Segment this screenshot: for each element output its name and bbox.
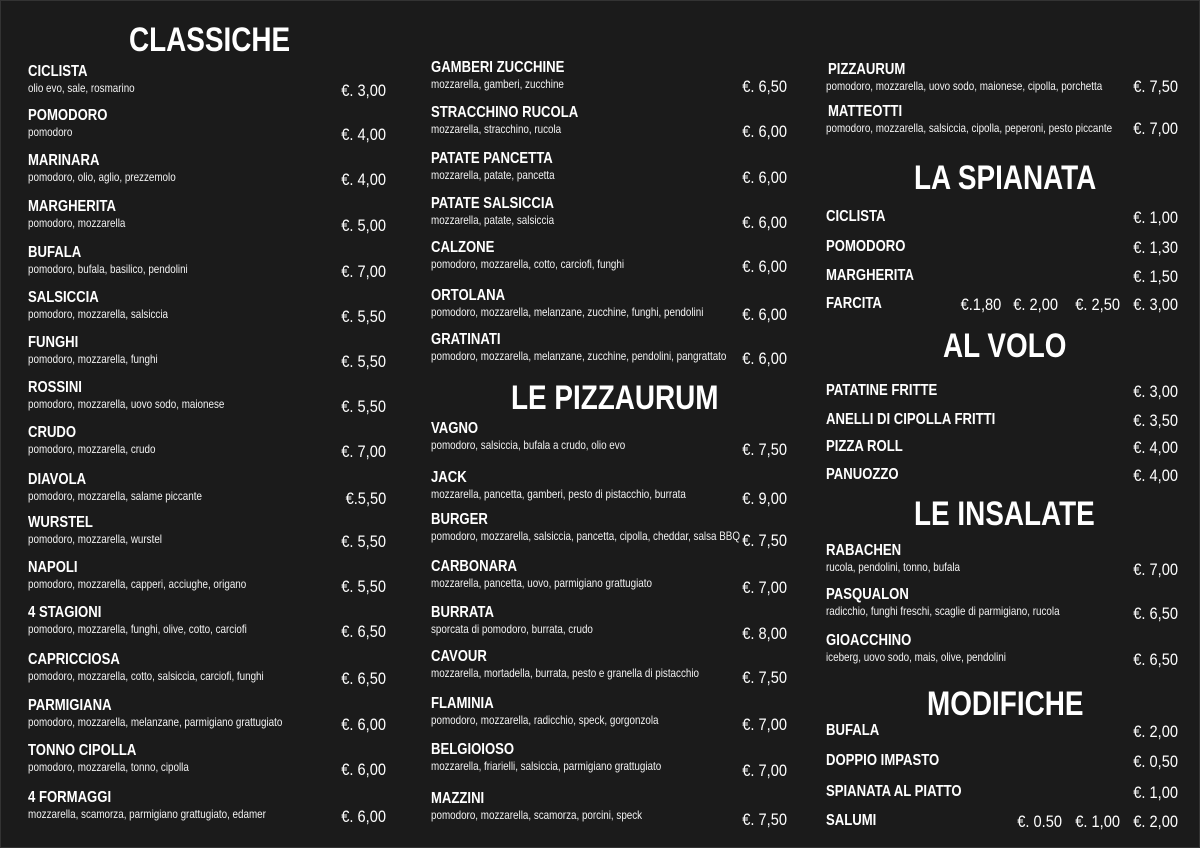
item-description: pomodoro, olio, aglio, prezzemolo xyxy=(28,170,176,184)
item-description: pomodoro, mozzarella, salsiccia, pancetta, cipolla, cheddar, salsa BBQ xyxy=(431,529,741,543)
item-description: mozzarella, pancetta, gamberi, pesto di pistacchio, burrata xyxy=(431,487,686,501)
alvolo-heading: AL VOLO xyxy=(943,327,1067,365)
menu-item-ciclista xyxy=(826,208,1178,226)
item-name: CAVOUR xyxy=(431,648,487,665)
item-description: olio evo, sale, rosmarino xyxy=(28,81,135,95)
menu-item-rossini xyxy=(28,379,386,416)
item-price-option: €. 1,00 xyxy=(1075,812,1120,831)
menu-item-patate-salsiccia xyxy=(431,195,787,232)
item-price: €. 6,00 xyxy=(742,168,787,187)
item-description: pomodoro, mozzarella, cotto, salsiccia, carciofi, funghi xyxy=(28,669,264,683)
modifiche-heading: MODIFICHE xyxy=(927,685,1084,723)
item-description: mozzarella, friarielli, salsiccia, parmigiano grattugiato xyxy=(431,759,662,773)
insalate-heading: LE INSALATE xyxy=(914,495,1095,533)
menu-item-4-stagioni xyxy=(28,604,386,641)
item-name: CRUDO xyxy=(28,424,77,441)
item-name: POMODORO xyxy=(826,238,906,255)
item-description: pomodoro, mozzarella, salame piccante xyxy=(28,489,202,503)
item-name: PATATE PANCETTA xyxy=(431,150,553,167)
menu-item-pizzaurum xyxy=(826,61,1178,96)
menu-item-vagno xyxy=(431,420,787,459)
item-name: PATATE SALSICCIA xyxy=(431,195,554,212)
menu-item-patatine-fritte xyxy=(826,382,1178,400)
item-name: MAZZINI xyxy=(431,790,485,807)
item-price: €. 7,00 xyxy=(1133,119,1178,138)
spianata-heading: LA SPIANATA xyxy=(914,159,1097,197)
menu-item-salsiccia xyxy=(28,289,386,326)
classiche-heading: CLASSICHE xyxy=(129,21,291,59)
item-description: pomodoro, mozzarella, cotto, carciofi, funghi xyxy=(431,257,625,271)
item-description: pomodoro, mozzarella, melanzane, zucchine, pendolini, pangrattato xyxy=(431,349,727,363)
item-name: 4 STAGIONI xyxy=(28,604,102,621)
item-price: €. 2,00 xyxy=(1133,722,1178,741)
menu-item-panuozzo xyxy=(826,466,1178,484)
item-description: pomodoro, mozzarella, wurstel xyxy=(28,532,162,546)
item-description: pomodoro, mozzarella, uovo sodo, maionese, cipolla, porchetta xyxy=(826,79,1103,93)
item-name: MARGHERITA xyxy=(826,267,914,284)
item-name: ANELLI DI CIPOLLA FRITTI xyxy=(826,411,996,428)
item-name: FLAMINIA xyxy=(431,695,494,712)
menu-item-belgioioso xyxy=(431,741,787,780)
item-description: mozzarella, stracchino, rucola xyxy=(431,122,562,136)
menu-item-anelli-di-cipolla-fritti xyxy=(826,411,1178,429)
menu-item-cavour xyxy=(431,648,787,687)
item-price: €. 4,00 xyxy=(1133,438,1178,457)
item-name: NAPOLI xyxy=(28,559,78,576)
item-name: CICLISTA xyxy=(826,208,886,225)
menu-item-napoli xyxy=(28,559,386,596)
item-price: €. 1,30 xyxy=(1133,238,1178,257)
item-price: €. 7,50 xyxy=(742,810,787,829)
item-price-option: €. 0.50 xyxy=(1017,812,1062,831)
item-name: DIAVOLA xyxy=(28,471,87,488)
item-description: iceberg, uovo sodo, mais, olive, pendolini xyxy=(826,650,1006,664)
item-name: SPIANATA AL PIATTO xyxy=(826,783,962,800)
item-name: MARGHERITA xyxy=(28,198,116,215)
item-price: €. 7,00 xyxy=(742,715,787,734)
item-name: DOPPIO IMPASTO xyxy=(826,752,940,769)
item-description: pomodoro, mozzarella, crudo xyxy=(28,442,156,456)
menu-item-bufala xyxy=(28,244,386,281)
menu-item-carbonara xyxy=(431,558,787,597)
item-description: pomodoro, mozzarella, capperi, acciughe, origano xyxy=(28,577,247,591)
item-price: €. 4,00 xyxy=(1133,466,1178,485)
item-name: STRACCHINO RUCOLA xyxy=(431,104,579,121)
item-name: PASQUALON xyxy=(826,586,909,603)
item-name: 4 FORMAGGI xyxy=(28,789,112,806)
item-description: mozzarella, pancetta, uovo, parmigiano grattugiato xyxy=(431,576,652,590)
item-price: €. 7,00 xyxy=(742,578,787,597)
item-name: PANUOZZO xyxy=(826,466,899,483)
item-price: €. 1,50 xyxy=(1133,267,1178,286)
menu-item-marinara xyxy=(28,152,386,189)
item-price: €. 3,50 xyxy=(1133,411,1178,430)
item-name: SALUMI xyxy=(826,812,877,829)
menu-item-crudo xyxy=(28,424,386,461)
item-price: €. 6,00 xyxy=(341,760,386,779)
item-name: CALZONE xyxy=(431,239,495,256)
item-price: €. 4,00 xyxy=(341,170,386,189)
item-name: BURRATA xyxy=(431,604,494,621)
item-description: pomodoro, mozzarella, funghi, olive, cotto, carciofi xyxy=(28,622,247,636)
item-price: €. 7,50 xyxy=(742,668,787,687)
item-name: ORTOLANA xyxy=(431,287,506,304)
menu-item-calzone xyxy=(431,239,787,276)
item-name: RABACHEN xyxy=(826,542,902,559)
item-price: €. 2,00 xyxy=(1133,812,1178,831)
item-price: €. 3,00 xyxy=(341,81,386,100)
menu-item-margherita xyxy=(28,198,386,235)
item-description: pomodoro, mozzarella, uovo sodo, maionese xyxy=(28,397,225,411)
item-price: €. 6,00 xyxy=(742,213,787,232)
item-price: €. 5,50 xyxy=(341,352,386,371)
menu-item-tonno-cipolla xyxy=(28,742,386,779)
menu-item-rabachen xyxy=(826,542,1178,579)
menu-item-wurstel xyxy=(28,514,386,551)
item-price: €. 6,50 xyxy=(1133,604,1178,623)
item-name: POMODORO xyxy=(28,107,108,124)
item-name: GAMBERI ZUCCHINE xyxy=(431,59,565,76)
menu-item-ciclista xyxy=(28,63,386,100)
item-description: pomodoro, mozzarella, melanzane, zucchine, funghi, pendolini xyxy=(431,305,704,319)
item-price: €. 5,50 xyxy=(341,397,386,416)
item-price: €. 6,50 xyxy=(341,622,386,641)
item-name: BURGER xyxy=(431,511,488,528)
menu-item-capricciosa xyxy=(28,651,386,688)
menu-item-mazzini xyxy=(431,790,787,829)
menu-item-burger xyxy=(431,511,787,550)
item-name: WURSTEL xyxy=(28,514,93,531)
item-name: PARMIGIANA xyxy=(28,697,112,714)
item-name: PIZZA ROLL xyxy=(826,438,903,455)
item-price: €. 7,00 xyxy=(1133,560,1178,579)
item-price: €. 6,00 xyxy=(742,305,787,324)
item-name: FARCITA xyxy=(826,295,882,312)
item-price-option: €. 2,50 xyxy=(1075,295,1120,314)
item-name: BELGIOIOSO xyxy=(431,741,515,758)
menu-item-flaminia xyxy=(431,695,787,734)
item-name: MARINARA xyxy=(28,152,100,169)
item-price: €. 1,00 xyxy=(1133,208,1178,227)
item-price-option: €. 2,00 xyxy=(1013,295,1058,314)
item-description: radicchio, funghi freschi, scaglie di parmigiano, rucola xyxy=(826,604,1060,618)
menu-item-salumi xyxy=(826,812,1178,830)
menu-item-doppio-impasto xyxy=(826,752,1178,770)
item-description: pomodoro, mozzarella, tonno, cipolla xyxy=(28,760,189,774)
item-description: mozzarella, gamberi, zucchine xyxy=(431,77,564,91)
item-price: €. 1,00 xyxy=(1133,783,1178,802)
menu-item-matteotti xyxy=(826,103,1178,138)
item-description: sporcata di pomodoro, burrata, crudo xyxy=(431,622,593,636)
item-price: €. 6,00 xyxy=(742,122,787,141)
item-description: mozzarella, mortadella, burrata, pesto e granella di pistacchio xyxy=(431,666,700,680)
menu-item-pomodoro xyxy=(28,107,386,144)
item-description: mozzarella, scamorza, parmigiano grattugiato, edamer xyxy=(28,807,266,821)
menu-item-ortolana xyxy=(431,287,787,324)
item-description: pomodoro, mozzarella xyxy=(28,216,126,230)
item-name: TONNO CIPOLLA xyxy=(28,742,137,759)
item-price: €.5,50 xyxy=(345,489,386,508)
item-name: FUNGHI xyxy=(28,334,79,351)
item-price: €. 7,50 xyxy=(742,531,787,550)
item-price: €. 4,00 xyxy=(341,125,386,144)
menu-item-jack xyxy=(431,469,787,508)
item-price: €. 3,00 xyxy=(1133,295,1178,314)
menu-item-pasqualon xyxy=(826,586,1178,623)
item-name: JACK xyxy=(431,469,467,486)
menu-item-gratinati xyxy=(431,331,787,368)
item-price: €. 7,00 xyxy=(341,442,386,461)
item-price: €. 6,00 xyxy=(742,349,787,368)
item-price: €. 6,00 xyxy=(742,257,787,276)
item-name: CARBONARA xyxy=(431,558,518,575)
item-price: €. 9,00 xyxy=(742,489,787,508)
item-price: €. 7,50 xyxy=(742,440,787,459)
item-price: €. 5,50 xyxy=(341,307,386,326)
item-price: €. 5,50 xyxy=(341,577,386,596)
item-price: €. 7,00 xyxy=(341,262,386,281)
menu-item-patate-pancetta xyxy=(431,150,787,187)
item-description: pomodoro, mozzarella, salsiccia, cipolla, peperoni, pesto piccante xyxy=(826,121,1113,135)
item-price: €. 6,50 xyxy=(1133,650,1178,669)
item-price-option: €.1,80 xyxy=(960,295,1001,314)
item-name: SALSICCIA xyxy=(28,289,99,306)
item-description: pomodoro, mozzarella, scamorza, porcini, speck xyxy=(431,808,643,822)
menu-item-pomodoro xyxy=(826,238,1178,256)
item-description: pomodoro, mozzarella, funghi xyxy=(28,352,158,366)
item-description: mozzarella, patate, salsiccia xyxy=(431,213,555,227)
menu-item-burrata xyxy=(431,604,787,643)
menu-item-bufala xyxy=(826,722,1178,740)
item-price: €. 0,50 xyxy=(1133,752,1178,771)
item-price: €. 6,50 xyxy=(341,669,386,688)
menu-item-farcita xyxy=(826,295,1178,313)
item-description: pomodoro, mozzarella, salsiccia xyxy=(28,307,169,321)
item-description: pomodoro, salsiccia, bufala a crudo, olio evo xyxy=(431,438,626,452)
menu-item-parmigiana xyxy=(28,697,386,734)
menu-item-funghi xyxy=(28,334,386,371)
item-name: PIZZAURUM xyxy=(828,61,906,78)
item-name: BUFALA xyxy=(28,244,82,261)
item-name: BUFALA xyxy=(826,722,880,739)
menu-item-gioacchino xyxy=(826,632,1178,669)
menu-item-diavola xyxy=(28,471,386,508)
item-description: mozzarella, patate, pancetta xyxy=(431,168,555,182)
item-description: pomodoro, bufala, basilico, pendolini xyxy=(28,262,188,276)
item-price: €. 5,50 xyxy=(341,532,386,551)
item-price: €. 6,00 xyxy=(341,807,386,826)
item-price: €. 6,50 xyxy=(742,77,787,96)
item-price: €. 6,00 xyxy=(341,715,386,734)
item-name: GIOACCHINO xyxy=(826,632,912,649)
item-name: CICLISTA xyxy=(28,63,88,80)
item-name: VAGNO xyxy=(431,420,479,437)
item-price: €. 5,00 xyxy=(341,216,386,235)
item-name: PATATINE FRITTE xyxy=(826,382,938,399)
item-name: MATTEOTTI xyxy=(828,103,903,120)
menu-item-stracchino-rucola xyxy=(431,104,787,141)
menu-item-4-formaggi xyxy=(28,789,386,826)
menu-item-margherita xyxy=(826,267,1178,285)
menu-item-pizza-roll xyxy=(826,438,1178,456)
item-description: pomodoro, mozzarella, radicchio, speck, gorgonzola xyxy=(431,713,659,727)
item-description: rucola, pendolini, tonno, bufala xyxy=(826,560,961,574)
item-name: CAPRICCIOSA xyxy=(28,651,120,668)
menu-item-spianata-al-piatto xyxy=(826,783,1178,801)
item-description: pomodoro xyxy=(28,125,73,139)
item-price: €. 8,00 xyxy=(742,624,787,643)
item-price: €. 3,00 xyxy=(1133,382,1178,401)
item-name: GRATINATI xyxy=(431,331,501,348)
pizzaurum-heading: LE PIZZAURUM xyxy=(511,379,719,417)
item-name: ROSSINI xyxy=(28,379,82,396)
item-price: €. 7,50 xyxy=(1133,77,1178,96)
item-description: pomodoro, mozzarella, melanzane, parmigiano grattugiato xyxy=(28,715,283,729)
menu-item-gamberi-zucchine xyxy=(431,59,787,96)
item-price: €. 7,00 xyxy=(742,761,787,780)
